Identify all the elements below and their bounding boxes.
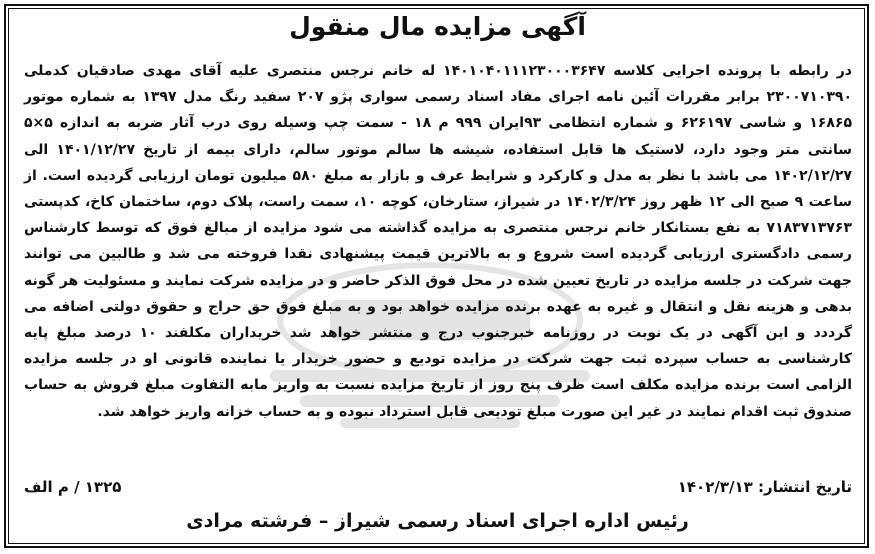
notice-body-paragraph: در رابطه با پرونده اجرایی کلاسه ۱۴۰۱۰۴۰۱۱۱۲۳۰۰۰۳۶۴۷ له خانم نرجس منتصری علیه آقای مهدی صادقیان کدملی ۲۳۰۰۷۱۰۳۹۰ برابر مقررات آئین نامه اجرای مفاد اسناد رسمی سواری پژو ۲۰۷ سفید رنگ مدل ۱۳۹۷ به شماره موتور ۱۶۸۶۵ و شاسی ۶۲۶۱۹۷ و شماره انتظامی ۹۳ایران ۹۹۹ م ۱۸ - سمت چپ وسیله روی درب آثار ضربه به اندازه ۵×۵ سانتی متر وجود دارد، لاستیک ها قابل استفاده، شیشه ها سالم موتور سالم، دارای بیمه از تاریخ ۱۴۰۱/۱۲/۲۷ الی ۱۴۰۲/۱۲/۲۷ می باشد با نظر به مدل و کارکرد و شرایط عرف و بازار به مبلغ ۵۸۰ میلیون تومان ارزیابی گردیده است. از ساعت ۹ صبح الی ۱۲ ظهر روز ۱۴۰۲/۳/۲۴ در شیراز، ستارخان، کوچه ۱۰، سمت راست، پلاک دوم، ساختمان کاخ، کدپستی ۷۱۸۳۷۱۳۷۶۳ به نفع بستانکار خانم نرجس منتصری به مزایده گذاشته می شود مزایده از مبالغ فوق که توسط کارشناس رسمی دادگستری ارزیابی گردیده است شروع و به بالاترین قیمت پیشنهادی نقدا فروخته می شد و طالبین می توانند جهت شرکت در جلسه مزایده در تاریخ تعیین شده در محل فوق الذکر حاضر و در مزایده شرکت نمایند و مسئولیت هر گونه بدهی و هزینه نقل و انتقال و غیره به عهده برنده مزایده خواهد بود و به مبلغ فوق حق حراج و حقوق دولتی اضافه می گرددد و این آگهی در یک نوبت در روزنامه خبرجنوب درج و منتشر خواهد شد خریداران مکلفند ۱۰ درصد مبلغ پایه کارشناسی به حساب سپرده ثبت جهت شرکت در مزایده تودیع و حضور خریدار یا نماینده قانونی او در جلسه مزایده الزامی است برنده مزایده مکلف است ظرف پنج روز از تاریخ مزایده نسبت به واریز مابه التفاوت مبلغ فروش به حساب صندوق ثبت اقدام نمایند در غیر این صورت مبلغ تودیعی قابل استرداد نبوده و به حساب خزانه واریز خواهد شد.	[24, 63, 853, 420]
notice-title: آگهی مزایده مال منقول	[289, 12, 586, 41]
signature-line: رئیس اداره اجرای اسناد رسمی شیراز – فرشته مرادی	[186, 510, 689, 532]
publish-date: تاریخ انتشار: ۱۴۰۲/۳/۱۳	[677, 478, 852, 496]
notice-body	[24, 58, 852, 425]
reference-number: ۱۳۲۵ / م الف	[24, 478, 122, 496]
